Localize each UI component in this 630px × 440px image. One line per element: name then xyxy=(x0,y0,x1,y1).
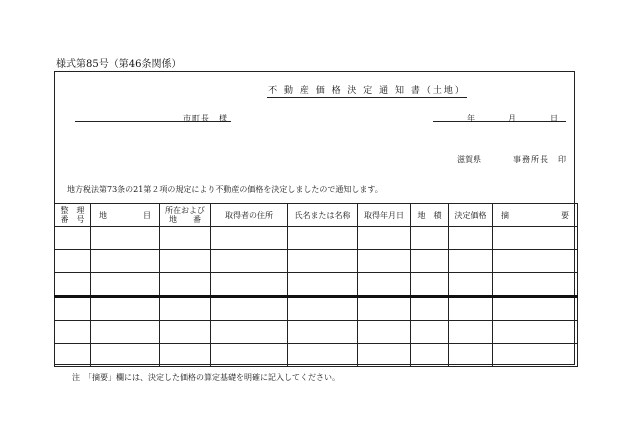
table-cell[interactable] xyxy=(449,297,493,321)
table-cell[interactable] xyxy=(160,273,211,297)
table-row xyxy=(55,297,578,321)
table-row xyxy=(55,227,578,250)
table-cell[interactable] xyxy=(211,250,288,273)
footnote: 注 「摘要」欄には、決定した価格の算定基礎を明確に記入してください。 xyxy=(72,373,340,382)
table-row xyxy=(55,250,578,273)
form-box xyxy=(54,71,575,365)
table-cell[interactable] xyxy=(411,297,449,321)
table-cell[interactable] xyxy=(55,321,91,344)
table-cell[interactable] xyxy=(55,297,91,321)
table-cell[interactable] xyxy=(449,227,493,250)
table-cell[interactable] xyxy=(55,273,91,297)
header-acquisition-date: 取得年月日 xyxy=(358,204,411,227)
table-cell[interactable] xyxy=(358,273,411,297)
table-cell[interactable] xyxy=(449,273,493,297)
table-cell[interactable] xyxy=(160,344,211,367)
header-acquirer-address: 取得者の住所 xyxy=(211,204,288,227)
header-serial-line1: 整 理 xyxy=(60,206,85,215)
header-location xyxy=(160,204,211,227)
table-cell[interactable] xyxy=(449,344,493,367)
table-cell[interactable] xyxy=(411,321,449,344)
date-day: 日 xyxy=(550,114,558,123)
table-cell[interactable] xyxy=(55,344,91,367)
table-row xyxy=(55,273,578,297)
table-cell[interactable] xyxy=(91,273,160,297)
table-cell[interactable] xyxy=(288,297,358,321)
table-cell[interactable] xyxy=(160,227,211,250)
table-cell[interactable] xyxy=(211,321,288,344)
table-cell[interactable] xyxy=(91,344,160,367)
header-serial-number xyxy=(55,204,91,227)
table-header-row xyxy=(55,204,578,227)
table-cell[interactable] xyxy=(288,227,358,250)
table-cell[interactable] xyxy=(411,227,449,250)
table-cell[interactable] xyxy=(211,227,288,250)
table-cell[interactable] xyxy=(288,321,358,344)
header-remarks-left: 摘 xyxy=(501,210,509,220)
table-cell[interactable] xyxy=(211,297,288,321)
header-name: 氏名または名称 xyxy=(288,204,358,227)
table-cell[interactable] xyxy=(493,321,578,344)
table-cell[interactable] xyxy=(493,297,578,321)
table-cell[interactable] xyxy=(358,227,411,250)
table-cell[interactable] xyxy=(449,250,493,273)
table-cell[interactable] xyxy=(211,273,288,297)
table-cell[interactable] xyxy=(358,297,411,321)
table-cell[interactable] xyxy=(493,227,578,250)
table-cell[interactable] xyxy=(411,344,449,367)
table-cell[interactable] xyxy=(160,250,211,273)
header-serial-line2: 番 号 xyxy=(60,215,85,224)
date-line xyxy=(433,121,566,122)
header-remarks xyxy=(493,204,578,227)
table-cell[interactable] xyxy=(91,250,160,273)
table-cell[interactable] xyxy=(411,250,449,273)
header-location-line1: 所在および xyxy=(165,206,205,215)
header-land-category xyxy=(91,204,160,227)
table-cell[interactable] xyxy=(91,227,160,250)
table-cell[interactable] xyxy=(211,344,288,367)
table-cell[interactable] xyxy=(160,321,211,344)
table-cell[interactable] xyxy=(449,321,493,344)
notice-text: 地方税法第73条の21第２項の規定により不動産の価格を決定しましたので通知します。 xyxy=(67,185,383,194)
table-cell[interactable] xyxy=(288,250,358,273)
table-cell[interactable] xyxy=(358,321,411,344)
table-cell[interactable] xyxy=(91,297,160,321)
header-determined-price: 決定価格 xyxy=(449,204,493,227)
table-cell[interactable] xyxy=(358,344,411,367)
date-year: 年 xyxy=(467,114,475,123)
table-cell[interactable] xyxy=(55,250,91,273)
table-cell[interactable] xyxy=(493,273,578,297)
table-cell[interactable] xyxy=(358,250,411,273)
header-land-category-right: 目 xyxy=(143,210,151,220)
form-number: 様式第85号（第46条関係） xyxy=(56,59,182,70)
table-cell[interactable] xyxy=(160,297,211,321)
issuer-office: 事務所長 印 xyxy=(513,155,567,164)
header-land-category-left: 地 xyxy=(99,210,107,220)
header-remarks-right: 要 xyxy=(561,210,569,220)
valuation-table xyxy=(54,203,578,367)
table-cell[interactable] xyxy=(493,344,578,367)
header-area: 地 積 xyxy=(411,204,449,227)
table-cell[interactable] xyxy=(411,273,449,297)
table-cell[interactable] xyxy=(493,250,578,273)
table-row xyxy=(55,321,578,344)
date-month: 月 xyxy=(508,114,516,123)
recipient-label: 市町長 様 xyxy=(183,114,228,123)
table-cell[interactable] xyxy=(288,344,358,367)
table-cell[interactable] xyxy=(288,273,358,297)
header-location-line2: 地 番 xyxy=(169,215,201,224)
table-cell[interactable] xyxy=(55,227,91,250)
table-row xyxy=(55,344,578,367)
form-title: 不 動 産 価 格 決 定 通 知 書（土地） xyxy=(267,83,467,98)
issuer-prefecture: 滋賀県 xyxy=(457,155,481,164)
table-cell[interactable] xyxy=(91,321,160,344)
